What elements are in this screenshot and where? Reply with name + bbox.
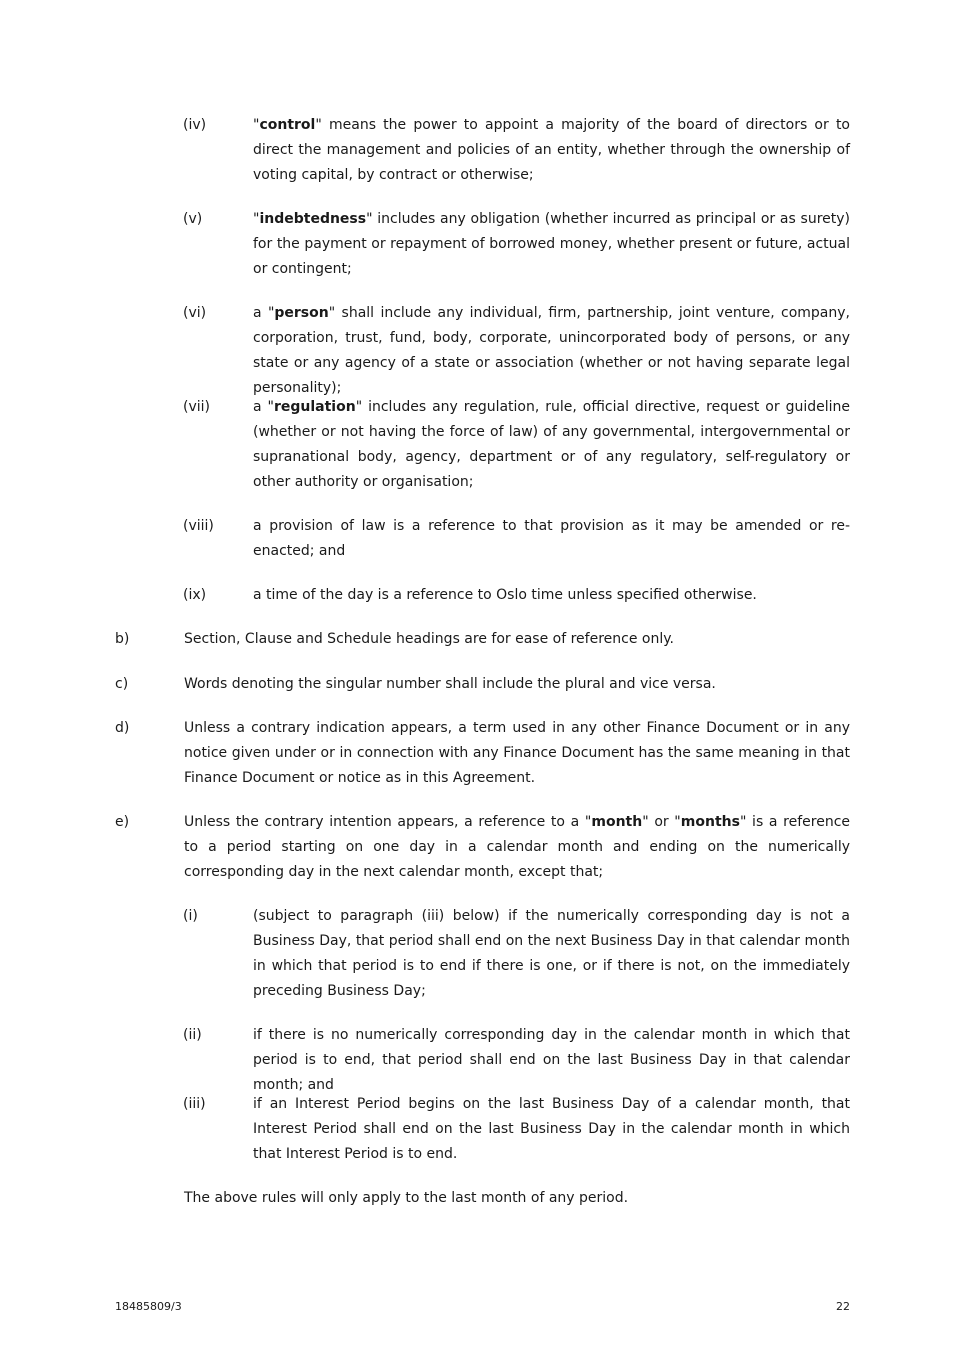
closing-note: The above rules will only apply to the last month of any period. — [184, 1190, 629, 1206]
page-number: 22 — [836, 1300, 850, 1313]
item-number: e) — [115, 814, 130, 830]
item-number: b) — [115, 631, 130, 647]
item-text: "indebtedness" includes any obligation (whether incurred as principal or as surety) for the payment or repayment of borrowed money, whether present or future, actual or contingent; — [253, 211, 850, 277]
item-text: Section, Clause and Schedule headings are for ease of reference only. — [184, 631, 674, 647]
defined-term: indebtedness — [259, 211, 367, 227]
item-number: (viii) — [183, 518, 214, 534]
item-number: (ii) — [183, 1027, 202, 1043]
item-number: c) — [115, 676, 129, 692]
item-number: (vi) — [183, 305, 207, 321]
item-number: (i) — [183, 908, 198, 924]
defined-term: regulation — [273, 399, 356, 415]
item-text: if an Interest Period begins on the last Business Day of a calendar month, that Interest Period shall end on the last Business Day in the calendar month in which that Interest Period is to end. — [253, 1096, 850, 1162]
item-number: (iv) — [183, 117, 207, 133]
item-text: a "regulation" includes any regulation, rule, official directive, request or guideline (whether or not having the force of law) of any governmental, intergovernmental or supranational body, agency, department or of any regulatory, self-regulatory or other authority or organisation; — [253, 399, 851, 490]
item-text: Words denoting the singular number shall include the plural and vice versa. — [184, 676, 716, 692]
item-text: "control" means the power to appoint a majority of the board of directors or to direct the management and policies of an entity, whether through the ownership of voting capital, by contract or otherwise; — [253, 117, 850, 183]
item-text: a "person" shall include any individual, firm, partnership, joint venture, company, corporation, trust, fund, body, corporate, unincorporated body of persons, or any state or any agency of a state or association (whether or not having separate legal personality); — [253, 305, 850, 396]
item-number: (vii) — [183, 399, 210, 415]
item-number: (v) — [183, 211, 203, 227]
item-text: Unless the contrary intention appears, a reference to a "month" or "months" is a reference to a period starting on one day in a calendar month and ending on the numerically corresponding day in the next calendar month, except that; — [184, 814, 851, 880]
item-text: Unless a contrary indication appears, a term used in any other Finance Document or in any notice given under or in connection with any Finance Document has the same meaning in that Finance Document or notice as in this Agreement. — [184, 720, 850, 786]
item-text: a provision of law is a reference to that provision as it may be amended or re-enacted; and — [253, 518, 850, 559]
item-text: a time of the day is a reference to Oslo time unless specified otherwise. — [253, 587, 757, 603]
item-number: (ix) — [183, 587, 207, 603]
item-number: d) — [115, 720, 130, 736]
defined-term-months: months — [680, 814, 740, 830]
item-number: (iii) — [183, 1096, 206, 1112]
defined-term-month: month — [591, 814, 643, 830]
item-text: (subject to paragraph (iii) below) if the numerically corresponding day is not a Business Day, that period shall end on the next Business Day in that calendar month in which that period is to end if there is one, or if there is not, on the immediately preceding Business Day; — [253, 908, 850, 999]
document-reference: 18485809/3 — [115, 1300, 182, 1313]
item-text: if there is no numerically corresponding day in the calendar month in which that period is to end, that period shall end on the last Business Day in that calendar month; and — [253, 1027, 850, 1093]
defined-term: person — [274, 305, 329, 321]
defined-term: control — [259, 117, 316, 133]
